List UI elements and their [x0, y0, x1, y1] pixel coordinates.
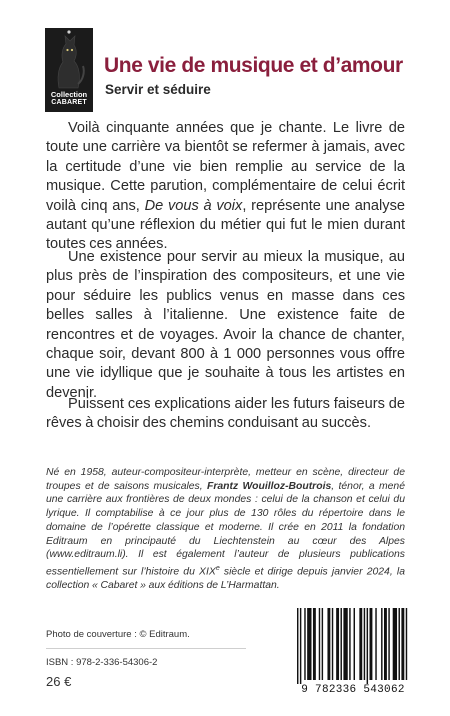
- barcode-digits: 9 782336 543062: [301, 684, 405, 696]
- barcode-bar: [399, 608, 400, 680]
- barcode-bar: [319, 608, 320, 680]
- barcode-bar: [364, 608, 365, 680]
- barcode-bar: [304, 608, 305, 680]
- barcode-bar: [343, 608, 347, 680]
- logo-line-cabaret: CABARET: [51, 99, 87, 106]
- barcode-bar: [375, 608, 376, 680]
- barcode-bar: [341, 608, 342, 680]
- price-text: 26 €: [46, 674, 72, 689]
- barcode-bar: [406, 608, 407, 680]
- barcode-bar: [381, 608, 382, 680]
- bio-text-a: Né en 1958, auteur-compositeur-interprète, metteur en scène, directeur de troupes et de saisons musicales,: [46, 467, 405, 492]
- blurb-paragraph-2: Une existence pour servir au mieux la musique, au plus près de l’inspiration des compositeurs, et une vie pour séduire les publics venus en masse dans ces belles salles à l’italienne. Une existence faite de rencontres et de voyages. Avoir la chance de chanter, chaque soir, devant 800 à 1 000 personnes vous offre une vie idyllique que je souhaite à tous les artistes en devenir.: [46, 249, 405, 401]
- barcode-bar: [297, 608, 298, 684]
- isbn-text: ISBN : 978-2-336-54306-2: [46, 657, 158, 668]
- barcode-bar: [300, 608, 301, 684]
- barcode-bar: [367, 608, 368, 684]
- cover-photo-credit: Photo de couverture : © Editraum.: [46, 629, 190, 640]
- book-title: Une vie de musique et d’amour: [104, 54, 403, 77]
- barcode-bar: [384, 608, 387, 680]
- barcode-bar: [327, 608, 330, 680]
- barcode-bar: [370, 608, 373, 680]
- logo-line-collection: Collection: [50, 90, 88, 99]
- blurb-p1-text-b: , représente une analyse autant qu’une réflexion du métier qui fut le mien durant toutes ces années.: [46, 197, 405, 253]
- blurb-paragraph-3: Puissent ces explications aider les futurs faiseurs de rêves à choisir des chemins conduisant au succès.: [46, 396, 405, 432]
- divider: [46, 648, 246, 649]
- author-bio: [46, 466, 405, 593]
- book-subtitle: Servir et séduire: [105, 82, 211, 97]
- barcode-bar: [349, 608, 350, 680]
- barcode-bar: [336, 608, 339, 680]
- isbn-barcode: [293, 606, 413, 702]
- barcode-bar: [313, 608, 316, 680]
- barcode-bar: [393, 608, 397, 680]
- barcode-bar: [359, 608, 362, 680]
- barcode-bar: [332, 608, 333, 680]
- barcode-bars-icon: [293, 606, 413, 684]
- collection-logo: [45, 28, 93, 112]
- barcode-bar: [307, 608, 311, 680]
- blurb-p1-text-a: Voilà cinquante années que je chante. Le livre de toute une carrière va bientôt se refermer à jamais, avec la certitude d’une vie bien remplie au service de la musique. Cette parution, complémentaire de celui écrit voilà cinq ans,: [46, 120, 405, 214]
- barcode-bar: [354, 608, 355, 680]
- bio-superscript: e: [215, 564, 220, 572]
- barcode-bar: [388, 608, 389, 680]
- barcode-bar: [401, 608, 404, 680]
- barcode-bar: [322, 608, 323, 680]
- blurb-p1-book-title: De vous à voix: [144, 197, 243, 214]
- bio-text-c: siècle et dirige depuis janvier 2024, la collection « Cabaret » aux éditions de L’Harmattan.: [46, 566, 405, 592]
- bio-author-name: Frantz Wouilloz-Boutrois: [207, 480, 332, 492]
- bio-text-b: , ténor, a mené une carrière aux frontières de deux mondes : celui de la chanson et celui du lyrique. Il comptabilise à ce jour plus de 130 rôles du répertoire dans le domaine de l’opérette classique et moderne. Il crée en 2011 la fondation Editraum en principauté du Liechtenstein au cœur des Alpes (www.editraum.li). Il est également l’auteur de plusieurs publications essentiellement sur l’histoire du XIX: [46, 480, 405, 578]
- blurb-paragraph-1: [46, 119, 405, 255]
